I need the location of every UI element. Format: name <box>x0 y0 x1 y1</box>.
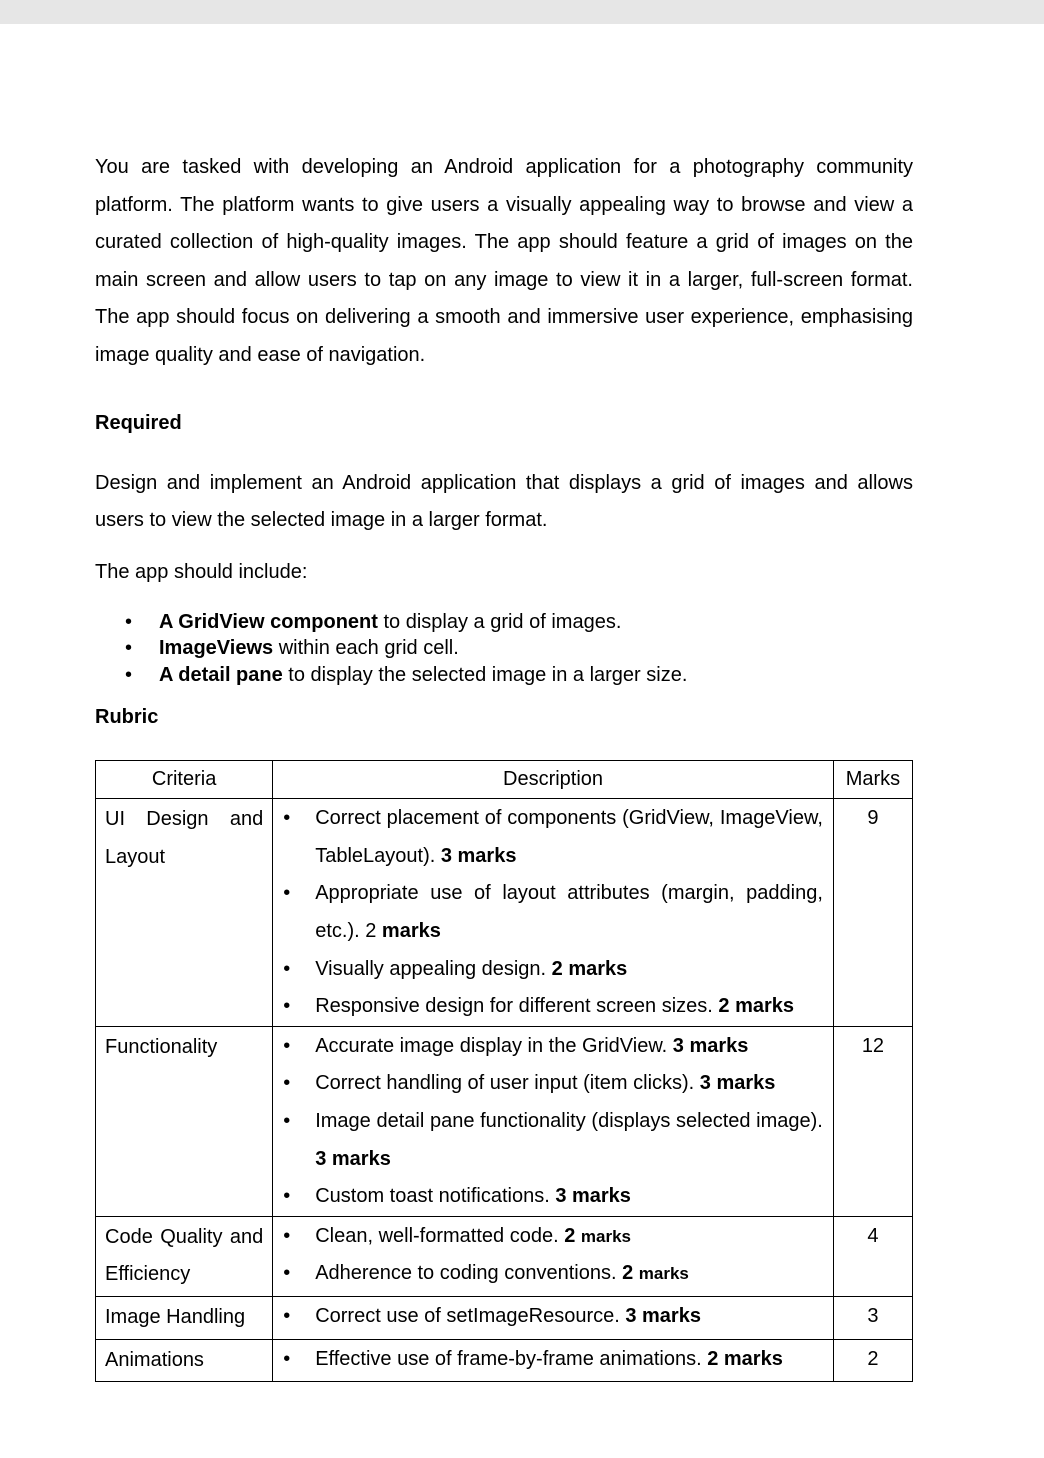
description-item: • Image detail pane functionality (displays selected image). 3 marks <box>273 1103 823 1178</box>
description-item: • Correct placement of components (GridView, ImageView, TableLayout). 3 marks <box>273 800 823 875</box>
document-page <box>95 149 913 1382</box>
requirement-bold: ImageViews <box>159 637 274 660</box>
description-item: • Adherence to coding conventions. 2 marks <box>273 1255 823 1293</box>
marks-cell: 4 <box>833 1216 912 1296</box>
rubric-table <box>95 760 913 1382</box>
marks-cell: 3 <box>833 1296 912 1339</box>
requirement-text: to display a grid of images. <box>377 610 622 633</box>
marks-cell: 12 <box>833 1026 912 1216</box>
description-cell <box>273 1026 834 1216</box>
table-row <box>96 1216 913 1296</box>
description-item: • Correct use of setImageResource. 3 marks <box>273 1298 823 1336</box>
requirement-text: within each grid cell. <box>273 637 459 660</box>
description-cell <box>273 1216 834 1296</box>
description-item: • Visually appealing design. 2 marks <box>273 951 823 989</box>
table-row <box>96 799 913 1027</box>
list-item <box>95 662 913 689</box>
header-criteria: Criteria <box>96 761 273 799</box>
bullet-icon: • <box>283 1072 291 1095</box>
table-row <box>96 1026 913 1216</box>
requirement-bold: A GridView component <box>159 610 378 633</box>
criteria-cell: UI Design and Layout <box>96 799 273 1027</box>
bullet-icon: • <box>125 663 133 686</box>
marks-cell: 2 <box>833 1339 912 1382</box>
bullet-icon: • <box>283 1262 291 1285</box>
description-cell <box>273 1296 834 1339</box>
header-description: Description <box>273 761 834 799</box>
description-cell <box>273 799 834 1027</box>
bullet-icon: • <box>283 1034 291 1057</box>
top-scroll-bar <box>0 0 1044 24</box>
table-row <box>96 1296 913 1339</box>
criteria-cell: Animations <box>96 1339 273 1382</box>
bullet-icon: • <box>283 1224 291 1247</box>
intro-paragraph: You are tasked with developing an Android application for a photography community platform. The platform wants to give users a visually appealing way to browse and view a curated collection of high-quality images. The app should feature a grid of images on the main screen and allow users to tap on any image to view it in a larger, full-screen format. The app should focus on delivering a smooth and immersive user experience, emphasising image quality and ease of navigation. <box>95 156 913 366</box>
criteria-cell: Image Handling <box>96 1296 273 1339</box>
requirements-list <box>95 609 913 689</box>
requirement-text: to display the selected image in a larger size. <box>282 663 688 686</box>
header-marks: Marks <box>833 761 912 799</box>
description-item: • Effective use of frame-by-frame animations. 2 marks <box>273 1341 823 1379</box>
bullet-icon: • <box>283 882 291 905</box>
bullet-icon: • <box>283 995 291 1018</box>
bullet-icon: • <box>283 1304 291 1327</box>
requirement-bold: A detail pane <box>159 663 283 686</box>
list-item <box>95 609 913 636</box>
rubric-heading: Rubric <box>95 706 159 729</box>
bullet-icon: • <box>283 1347 291 1370</box>
description-item: • Accurate image display in the GridView. 3 marks <box>273 1028 823 1066</box>
description-item: • Correct handling of user input (item clicks). 3 marks <box>273 1065 823 1103</box>
description-item: • Clean, well-formatted code. 2 marks <box>273 1218 823 1256</box>
table-row <box>96 1339 913 1382</box>
bullet-icon: • <box>125 637 133 660</box>
required-heading: Required <box>95 411 182 434</box>
description-item: • Custom toast notifications. 3 marks <box>273 1178 823 1216</box>
description-item: • Responsive design for different screen sizes. 2 marks <box>273 988 823 1026</box>
description-cell <box>273 1339 834 1382</box>
criteria-cell: Functionality <box>96 1026 273 1216</box>
bullet-icon: • <box>283 1110 291 1132</box>
bullet-icon: • <box>283 807 291 830</box>
marks-cell: 9 <box>833 799 912 1027</box>
criteria-cell: Code Quality and Efficiency <box>96 1216 273 1296</box>
bullet-icon: • <box>125 610 133 633</box>
required-paragraph: Design and implement an Android application that displays a grid of images and allows users to view the selected image in a larger format. <box>95 471 913 532</box>
table-header-row <box>96 761 913 799</box>
bullet-icon: • <box>283 1185 291 1208</box>
bullet-icon: • <box>283 957 291 980</box>
description-item: • Appropriate use of layout attributes (margin, padding, etc.). 2 marks <box>273 875 823 950</box>
include-text: The app should include: <box>95 560 308 583</box>
list-item <box>95 635 913 662</box>
